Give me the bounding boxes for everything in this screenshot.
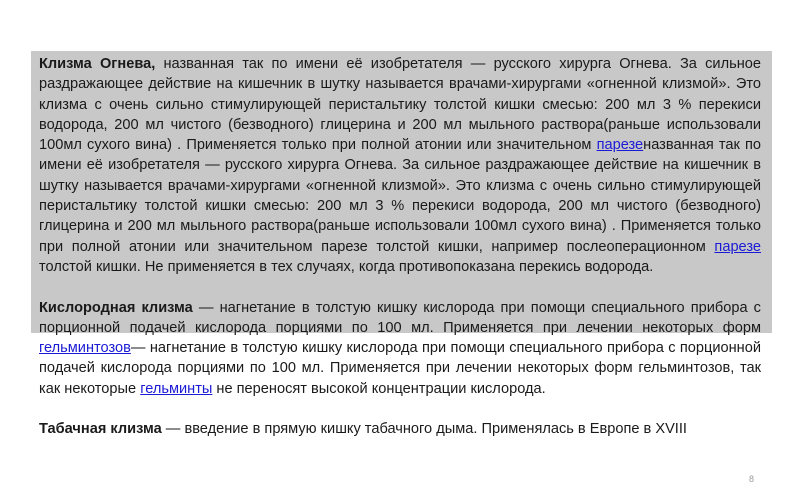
term-tobacco-enema: Табачная клизма — [39, 421, 162, 438]
term-ognev-enema: Клизма Огнева, — [39, 56, 156, 72]
paragraph-text: не переносят высокой концентрации кислорода. — [212, 380, 546, 397]
paragraph-text: — нагнетание в толстую кишку кислорода при помощи специального прибора с порционной подачей кислорода порциями по 100 мл. Применяется при лечении некоторых форм гельминтозов, так как некоторые — [39, 340, 761, 397]
link-paresis[interactable]: парезе — [596, 137, 644, 154]
paragraph-text: названная так по имени её изобретателя — русского хирурга Огнева. За сильное раздражающее действие на кишечник в шутку называется врачами-хирургами «огненной клизмой». Это клизма с очень сильно стимулирующей перистальтику толстой кишки смесью: 200 мл 3 % перекиси водорода, 200 мл чистого (безводного) глицерина и 200 мл мыльного раствора(раньше использовали 100мл сухого вина) . Применяется только при полной атонии или значительном — [39, 56, 761, 154]
paragraph-oxygen-enema — [39, 298, 761, 399]
paragraph-text: толстой кишки. Не применяется в тех случаях, когда противопоказана перекись водорода. — [39, 258, 654, 275]
paragraph-text: — введение в прямую кишку табачного дыма. Применялась в Европе в XVIII — [161, 421, 687, 438]
paragraph-text: названная так по имени её изобретателя — русского хирурга Огнева. За сильное раздражающее действие на кишечник в шутку называется врачами-хирургами «огненной клизмой». Это клизма с очень сильно стимулирующей перистальтику толстой кишки смесью: 200 мл 3 % перекиси водорода, 200 мл чистого (безводного) глицерина и 200 мл мыльного раствора(раньше использовали 100мл сухого вина) . Применяется только при полной атонии или значительном парезе толстой кишки, например послеоперационном — [39, 137, 761, 255]
link-paresis[interactable]: парезе — [714, 238, 761, 255]
paragraph-ognev-enema — [39, 54, 761, 277]
page-number: 8 — [749, 474, 755, 484]
link-helminthiases[interactable]: гельминтозов — [39, 340, 131, 357]
document-text — [39, 54, 761, 440]
paragraph-tobacco-enema — [39, 419, 761, 439]
link-helminths[interactable]: гельминты — [140, 380, 213, 397]
term-oxygen-enema: Кислородная клизма — [39, 299, 193, 316]
paragraph-text: — нагнетание в толстую кишку кислорода при помощи специального прибора с порционной подачей кислорода порциями по 100 мл. Применяется при лечении некоторых форм — [39, 299, 761, 336]
